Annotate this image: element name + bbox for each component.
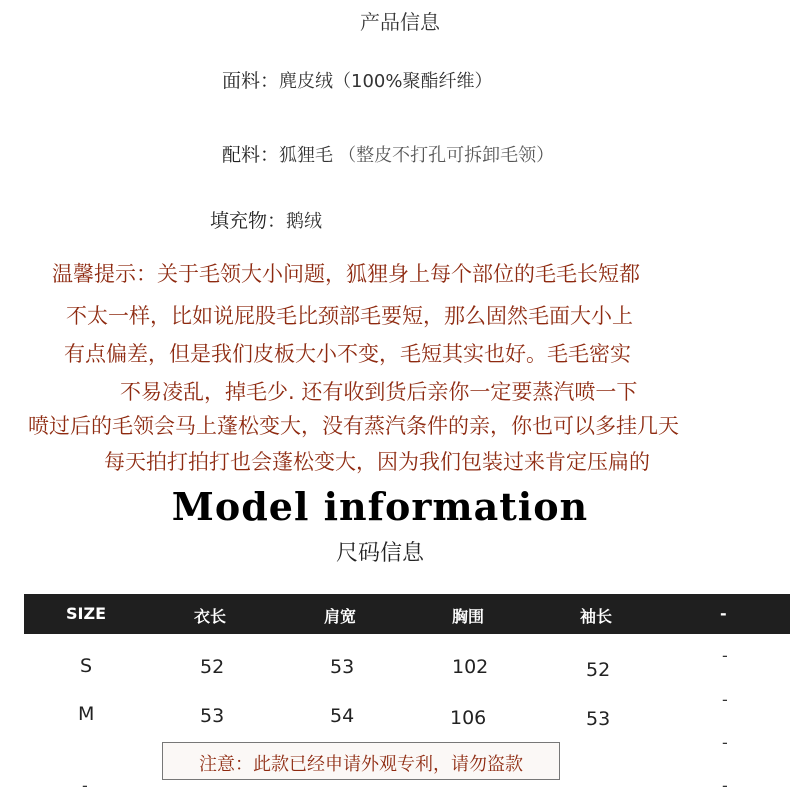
header-extra: - [720,604,727,623]
table-cell-sleeve: 53 [586,708,611,730]
size-info-subtitle: 尺码信息 [335,541,424,566]
filling-label: 填充物： [210,210,287,232]
filling-value: 鹅绒 [286,211,323,232]
header-shoulder: 肩宽 [324,607,357,626]
trim-row [222,140,554,167]
fabric-row [222,66,492,93]
fabric-value: 麂皮绒（100%聚酯纤维） [279,71,493,92]
header-chest: 胸围 [452,607,485,626]
header-size: SIZE [66,604,107,623]
trim-note: （整皮不打孔可拆卸毛领） [338,145,555,166]
table-cell-shoulder: 54 [330,705,355,727]
table-cell-chest: 106 [450,707,487,729]
table-cell-dash: - [82,776,88,795]
header-sleeve: 袖长 [580,607,613,626]
filling-row [210,206,322,233]
table-cell-dash: - [722,776,728,795]
table-cell-sleeve: 52 [586,659,611,681]
tip-line: 温馨提示：关于毛领大小问题，狐狸身上每个部位的毛毛长短都 [52,262,640,286]
table-cell-length: 52 [200,656,225,678]
tip-line: 喷过后的毛领会马上蓬松变大，没有蒸汽条件的亲，你也可以多挂几天 [28,414,679,438]
tip-line: 不易凌乱，掉毛少. 还有收到货后亲你一定要蒸汽喷一下 [120,380,638,404]
table-cell-dash: - [722,733,728,752]
tip-line: 有点偏差，但是我们皮板大小不变，毛短其实也好。毛毛密实 [64,342,631,366]
table-cell-chest: 102 [452,656,489,678]
table-cell-size: M [78,703,95,725]
trim-label: 配料： [222,144,280,166]
table-cell-shoulder: 53 [330,656,355,678]
tip-line: 每天拍打拍打也会蓬松变大，因为我们包装过来肯定压扁的 [104,450,650,474]
table-cell-length: 53 [200,705,225,727]
tip-line: 不太一样，比如说屁股毛比颈部毛要短，那么固然毛面大小上 [66,304,633,328]
table-cell-size: S [80,655,93,677]
patent-notice-text: 注意：此款已经申请外观专利，请勿盗款 [199,754,523,775]
table-cell-extra: - [722,690,728,709]
product-info-title: 产品信息 [360,10,440,34]
header-length: 衣长 [194,607,227,626]
model-information-title: Model information [171,484,589,529]
patent-notice-box [162,742,560,780]
table-cell-extra: - [722,646,728,665]
trim-value: 狐狸毛 [279,145,334,166]
fabric-label: 面料： [222,70,280,92]
size-table-header [24,594,790,634]
